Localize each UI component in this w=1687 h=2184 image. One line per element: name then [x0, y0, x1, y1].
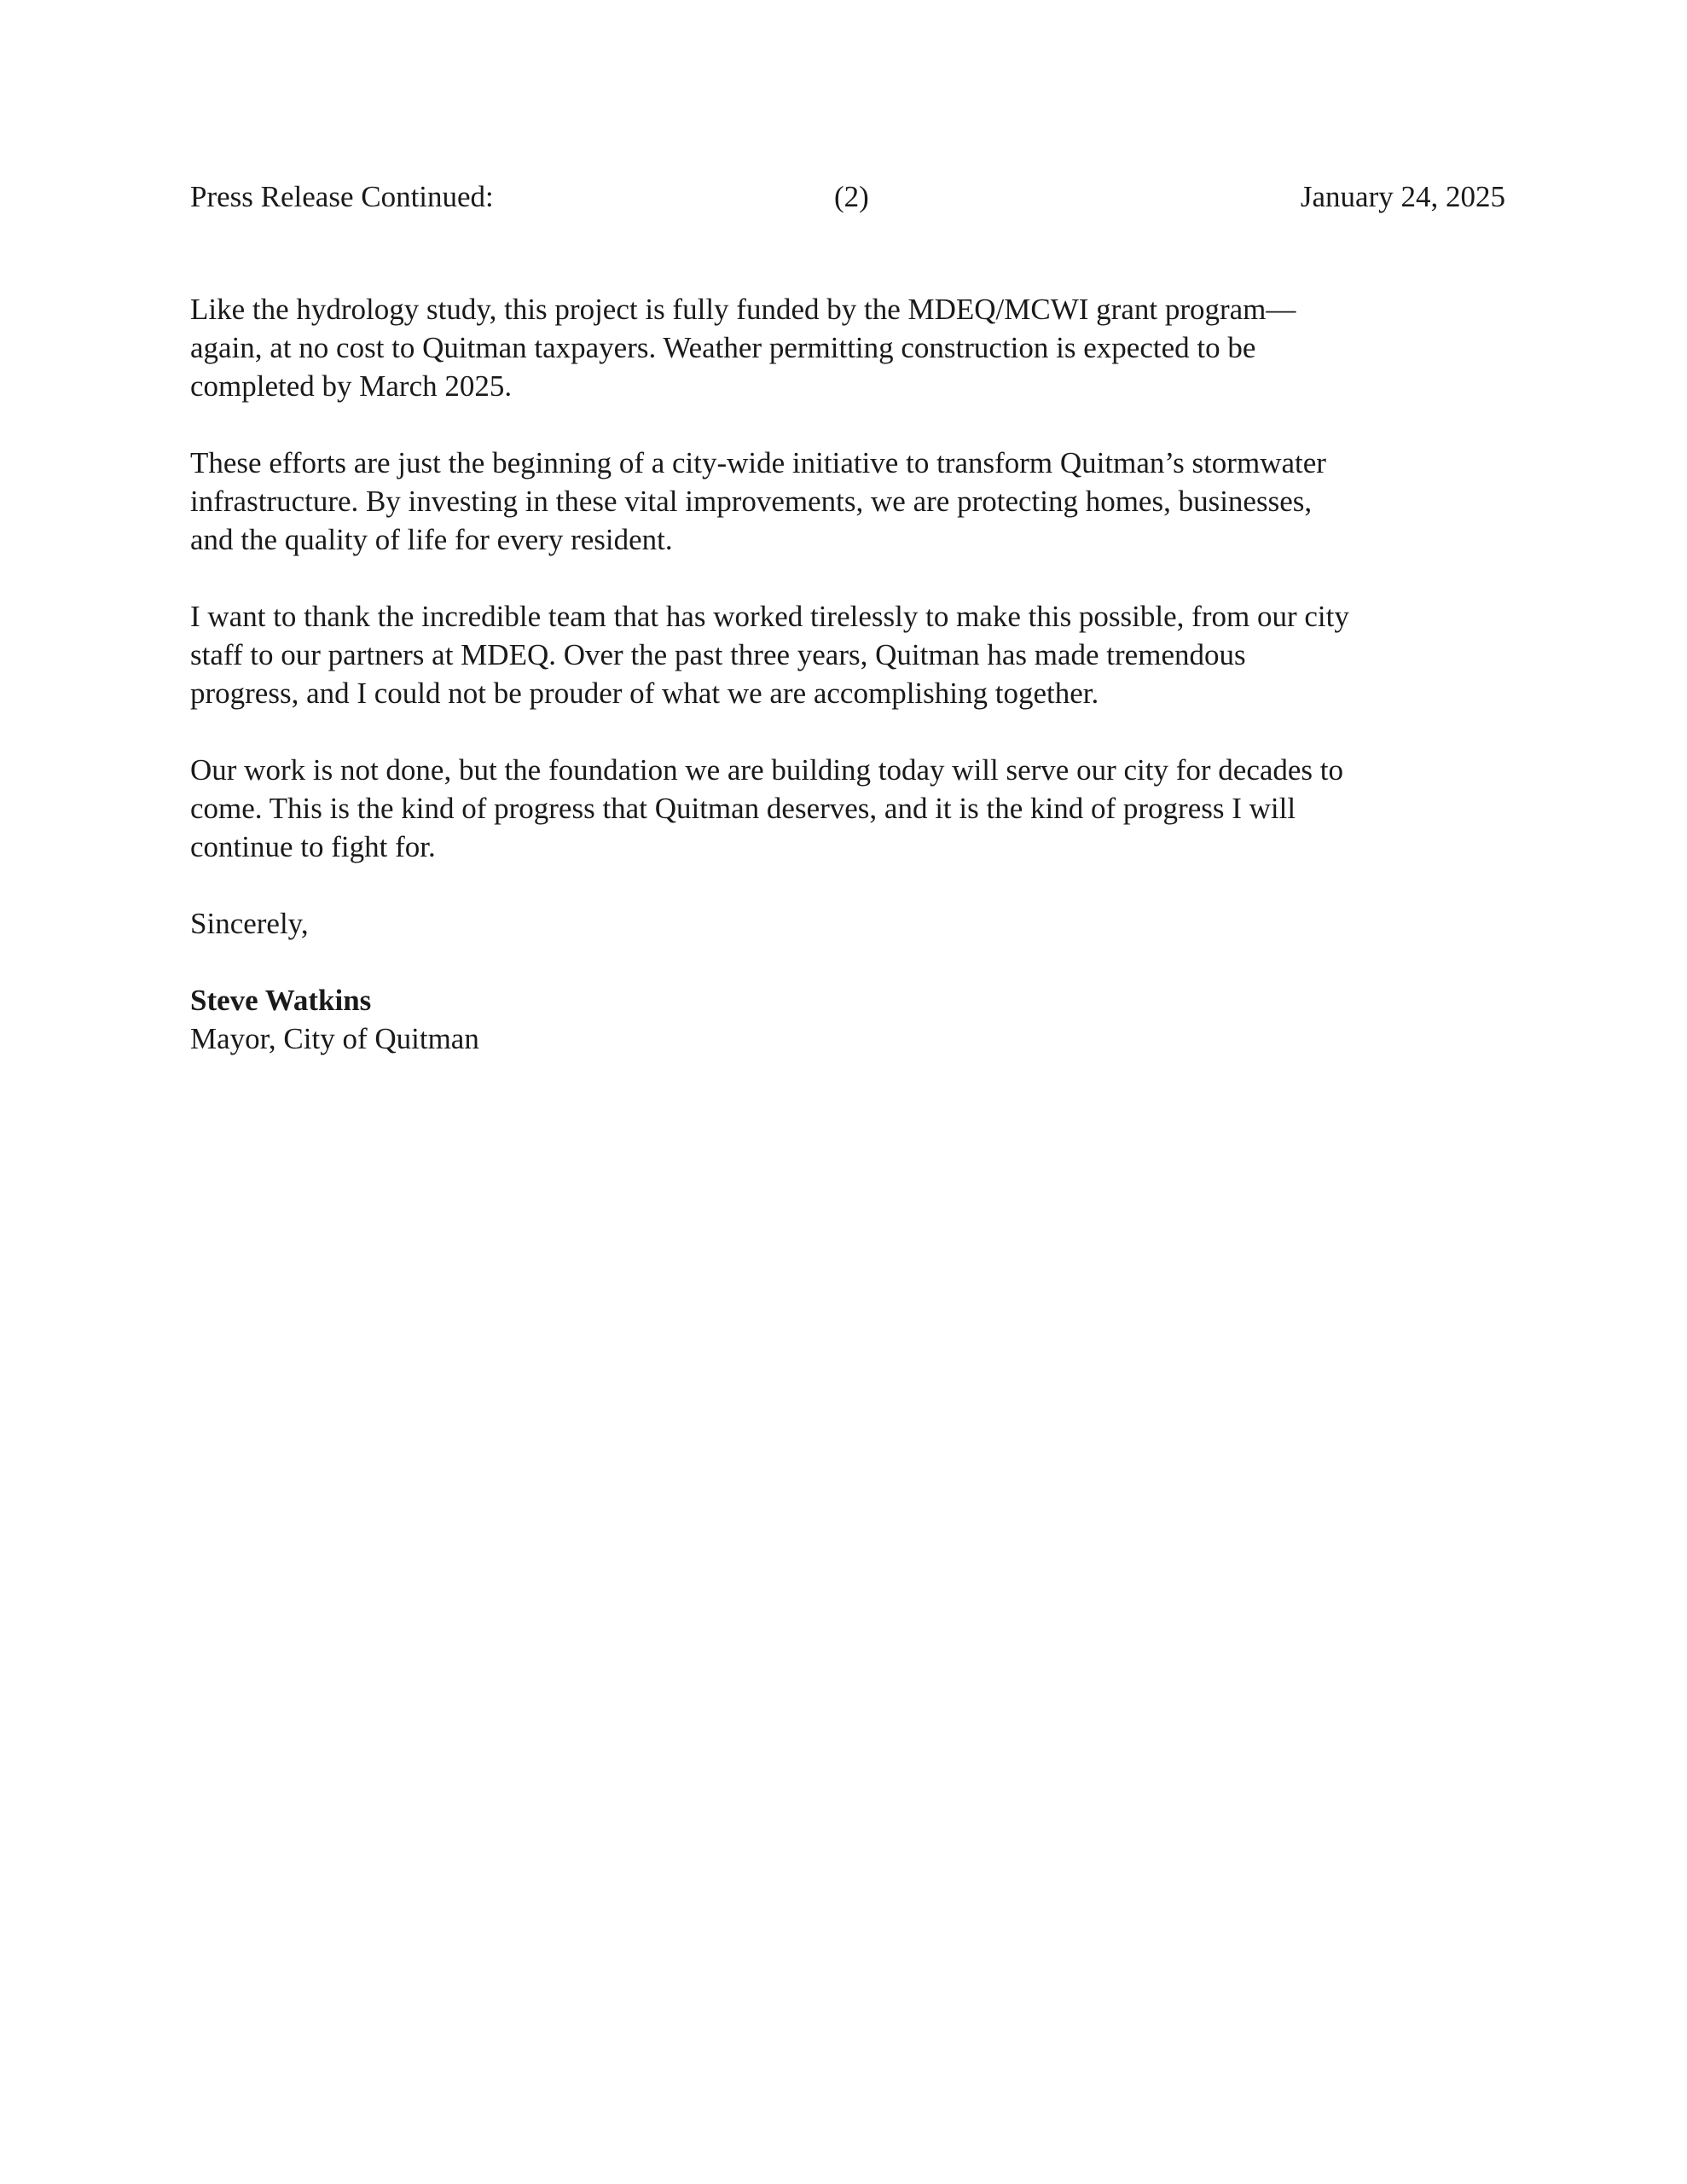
- paragraph-thanks: I want to thank the incredible team that has worked tirelessly to make this possible, from our city staff to our partners at MDEQ. Over the past three years, Quitman has made tremendous progress, and I could not be prouder of what we are accomplishing together.: [190, 600, 1349, 710]
- paragraph-funding: Like the hydrology study, this project is fully funded by the MDEQ/MCWI grant program— again, at no cost to Quitman taxpayers. Weather permitting construction is expected to be completed by March 2025.: [190, 293, 1296, 403]
- letter-body: [190, 290, 1516, 1058]
- paragraph-conclusion: Our work is not done, but the foundation we are building today will serve our city for decades to come. This is the kind of progress that Quitman deserves, and it is the kind of progress I will continue to fight for.: [190, 753, 1344, 863]
- paragraph-initiative: These efforts are just the beginning of a city-wide initiative to transform Quitman’s stormwater infrastructure. By investing in these vital improvements, we are protecting homes, businesses, and the quality of life for every resident.: [190, 446, 1326, 556]
- header-label: Press Release Continued:: [190, 180, 494, 213]
- signature-name: Steve Watkins: [190, 984, 372, 1017]
- release-date: January 24, 2025: [1300, 180, 1505, 213]
- signature-title: Mayor, City of Quitman: [190, 1022, 479, 1055]
- page-number: (2): [834, 180, 869, 213]
- closing: Sincerely,: [190, 907, 309, 940]
- page-header: [190, 175, 1505, 219]
